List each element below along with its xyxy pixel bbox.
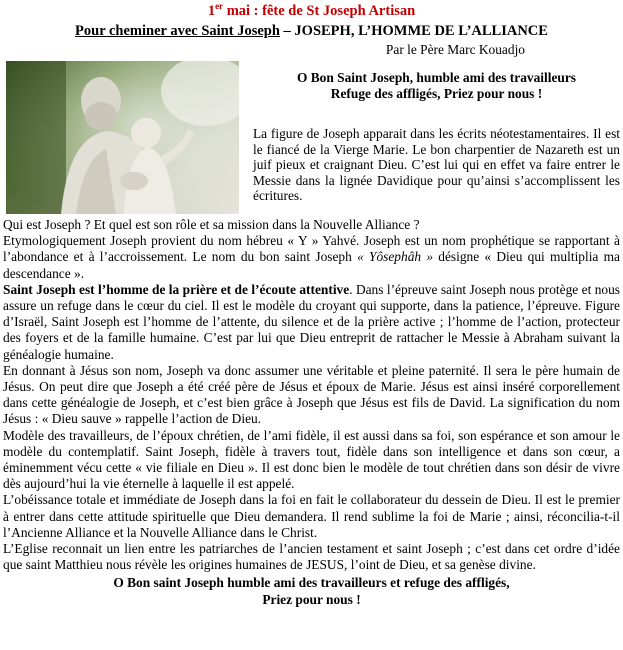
saint-joseph-statue-image: [6, 61, 239, 214]
church-paragraph: L’Eglise reconnait un lien entre les patriarches de l’ancien testament et saint Joseph ; c’est dans cet ordre d’idée que saint Matthieu nous révèle les origines humaines de JESUS, l’oint de Dieu, et sa genèse divine.: [3, 541, 620, 573]
intro-paragraph: La figure de Joseph apparait dans les écrits néotestamentaires. Il est le fiancé de la Vierge Marie. Le bon charpentier de Nazareth est un juif pieux et craignant Dieu. C’est lui qui en effet va faire entrer le Messie dans la lignée Davidique pour qu’ainsi s’accomplissent les écritures.: [253, 126, 620, 204]
closing-prayer-line-1: O Bon saint Joseph humble ami des travailleurs et refuge des affligés,: [113, 575, 510, 591]
opening-prayer: [253, 70, 620, 102]
document-page: [0, 2, 623, 608]
feast-title: 1er mai : fête de St Joseph Artisan: [207, 1, 416, 19]
model-paragraph: Modèle des travailleurs, de l’époux chrétien, de l’ami fidèle, il est aussi dans sa foi, son espérance et son amour le modèle du contemplatif. Saint Joseph, fidèle à travers tout, fidèle dans son intelligence et dans son cœur, a éminemment vécu cette « vie filiale en Dieu ». Il est donc bien le modèle de tout chrétien dans son désir de vivre dès aujourd’hui la vie éternelle à laquelle il est appelé.: [3, 427, 620, 492]
series-title: Pour cheminer avec Saint Joseph: [75, 23, 280, 39]
article-heading: – JOSEPH, L’HOMME DE L’ALLIANCE: [279, 23, 548, 39]
opening-prayer-line-2: Refuge des affligés, Priez pour nous !: [330, 86, 543, 101]
etymology-paragraph: Etymologiquement Joseph provient du nom hébreu « Y » Yahvé. Joseph est un nom prophétique se rapportant à l’abondance et à l’accroissement. Le nom du bon saint Joseph « Yôsephâh » désigne « Dieu qui multiplia ma descendance ».: [3, 233, 620, 281]
section-heading: Saint Joseph est l’homme de la prière et de l’écoute attentive: [3, 281, 350, 297]
closing-prayer: [3, 575, 620, 608]
hebrew-name: « Yôsephâh »: [357, 249, 434, 265]
question-paragraph: Qui est Joseph ? Et quel est son rôle et sa mission dans la Nouvelle Alliance ?: [3, 217, 420, 232]
opening-prayer-line-1: O Bon Saint Joseph, humble ami des travailleurs: [296, 70, 576, 85]
closing-prayer-line-2: Priez pour nous !: [262, 591, 361, 607]
article-title: [3, 22, 620, 40]
author-line: Par le Père Marc Kouadjo: [385, 42, 525, 57]
intro-section: [3, 58, 620, 217]
prayer-listening-paragraph: Saint Joseph est l’homme de la prière et de l’écoute attentive. Dans l’épreuve saint Joseph nous protège et nous assure un refuge dans le cœur du ciel. Il est le modèle du croyant qui supporte, dans la patience, l’épreuve. Figure d’Israël, Saint Joseph est l’homme de l’attente, du silence et de la prière active ; l’homme de l’action, protecteur des foyers et de la famille humaine. C’est par lui que Dieu entreprit de rattacher le Messie à Abraham suivant la généalogie humaine.: [3, 281, 621, 362]
obedience-paragraph: L’obéissance totale et immédiate de Joseph dans la foi en fait le collaborateur du dessein de Dieu. Il est le premier à entrer dans cette attitude spirituelle que Dieu demandera. Il rend sublime la foi de Marie ; ainsi, réconcilia-t-il l’Ancienne Alliance et la Nouvelle Alliance dans le Christ.: [3, 492, 620, 540]
name-paragraph: En donnant à Jésus son nom, Joseph va donc assumer une véritable et pleine paternité. Il sera le père humain de Jésus. On peut dire que Joseph a été créé père de Jésus et époux de Marie. Jésus est ainsi inséré corporellement dans cette généalogie de Joseph, et c’est bien grâce à Joseph que Jésus est fils de David. La signification du nom Jésus : « Dieu sauve » rappelle l’action de Dieu.: [3, 362, 620, 427]
